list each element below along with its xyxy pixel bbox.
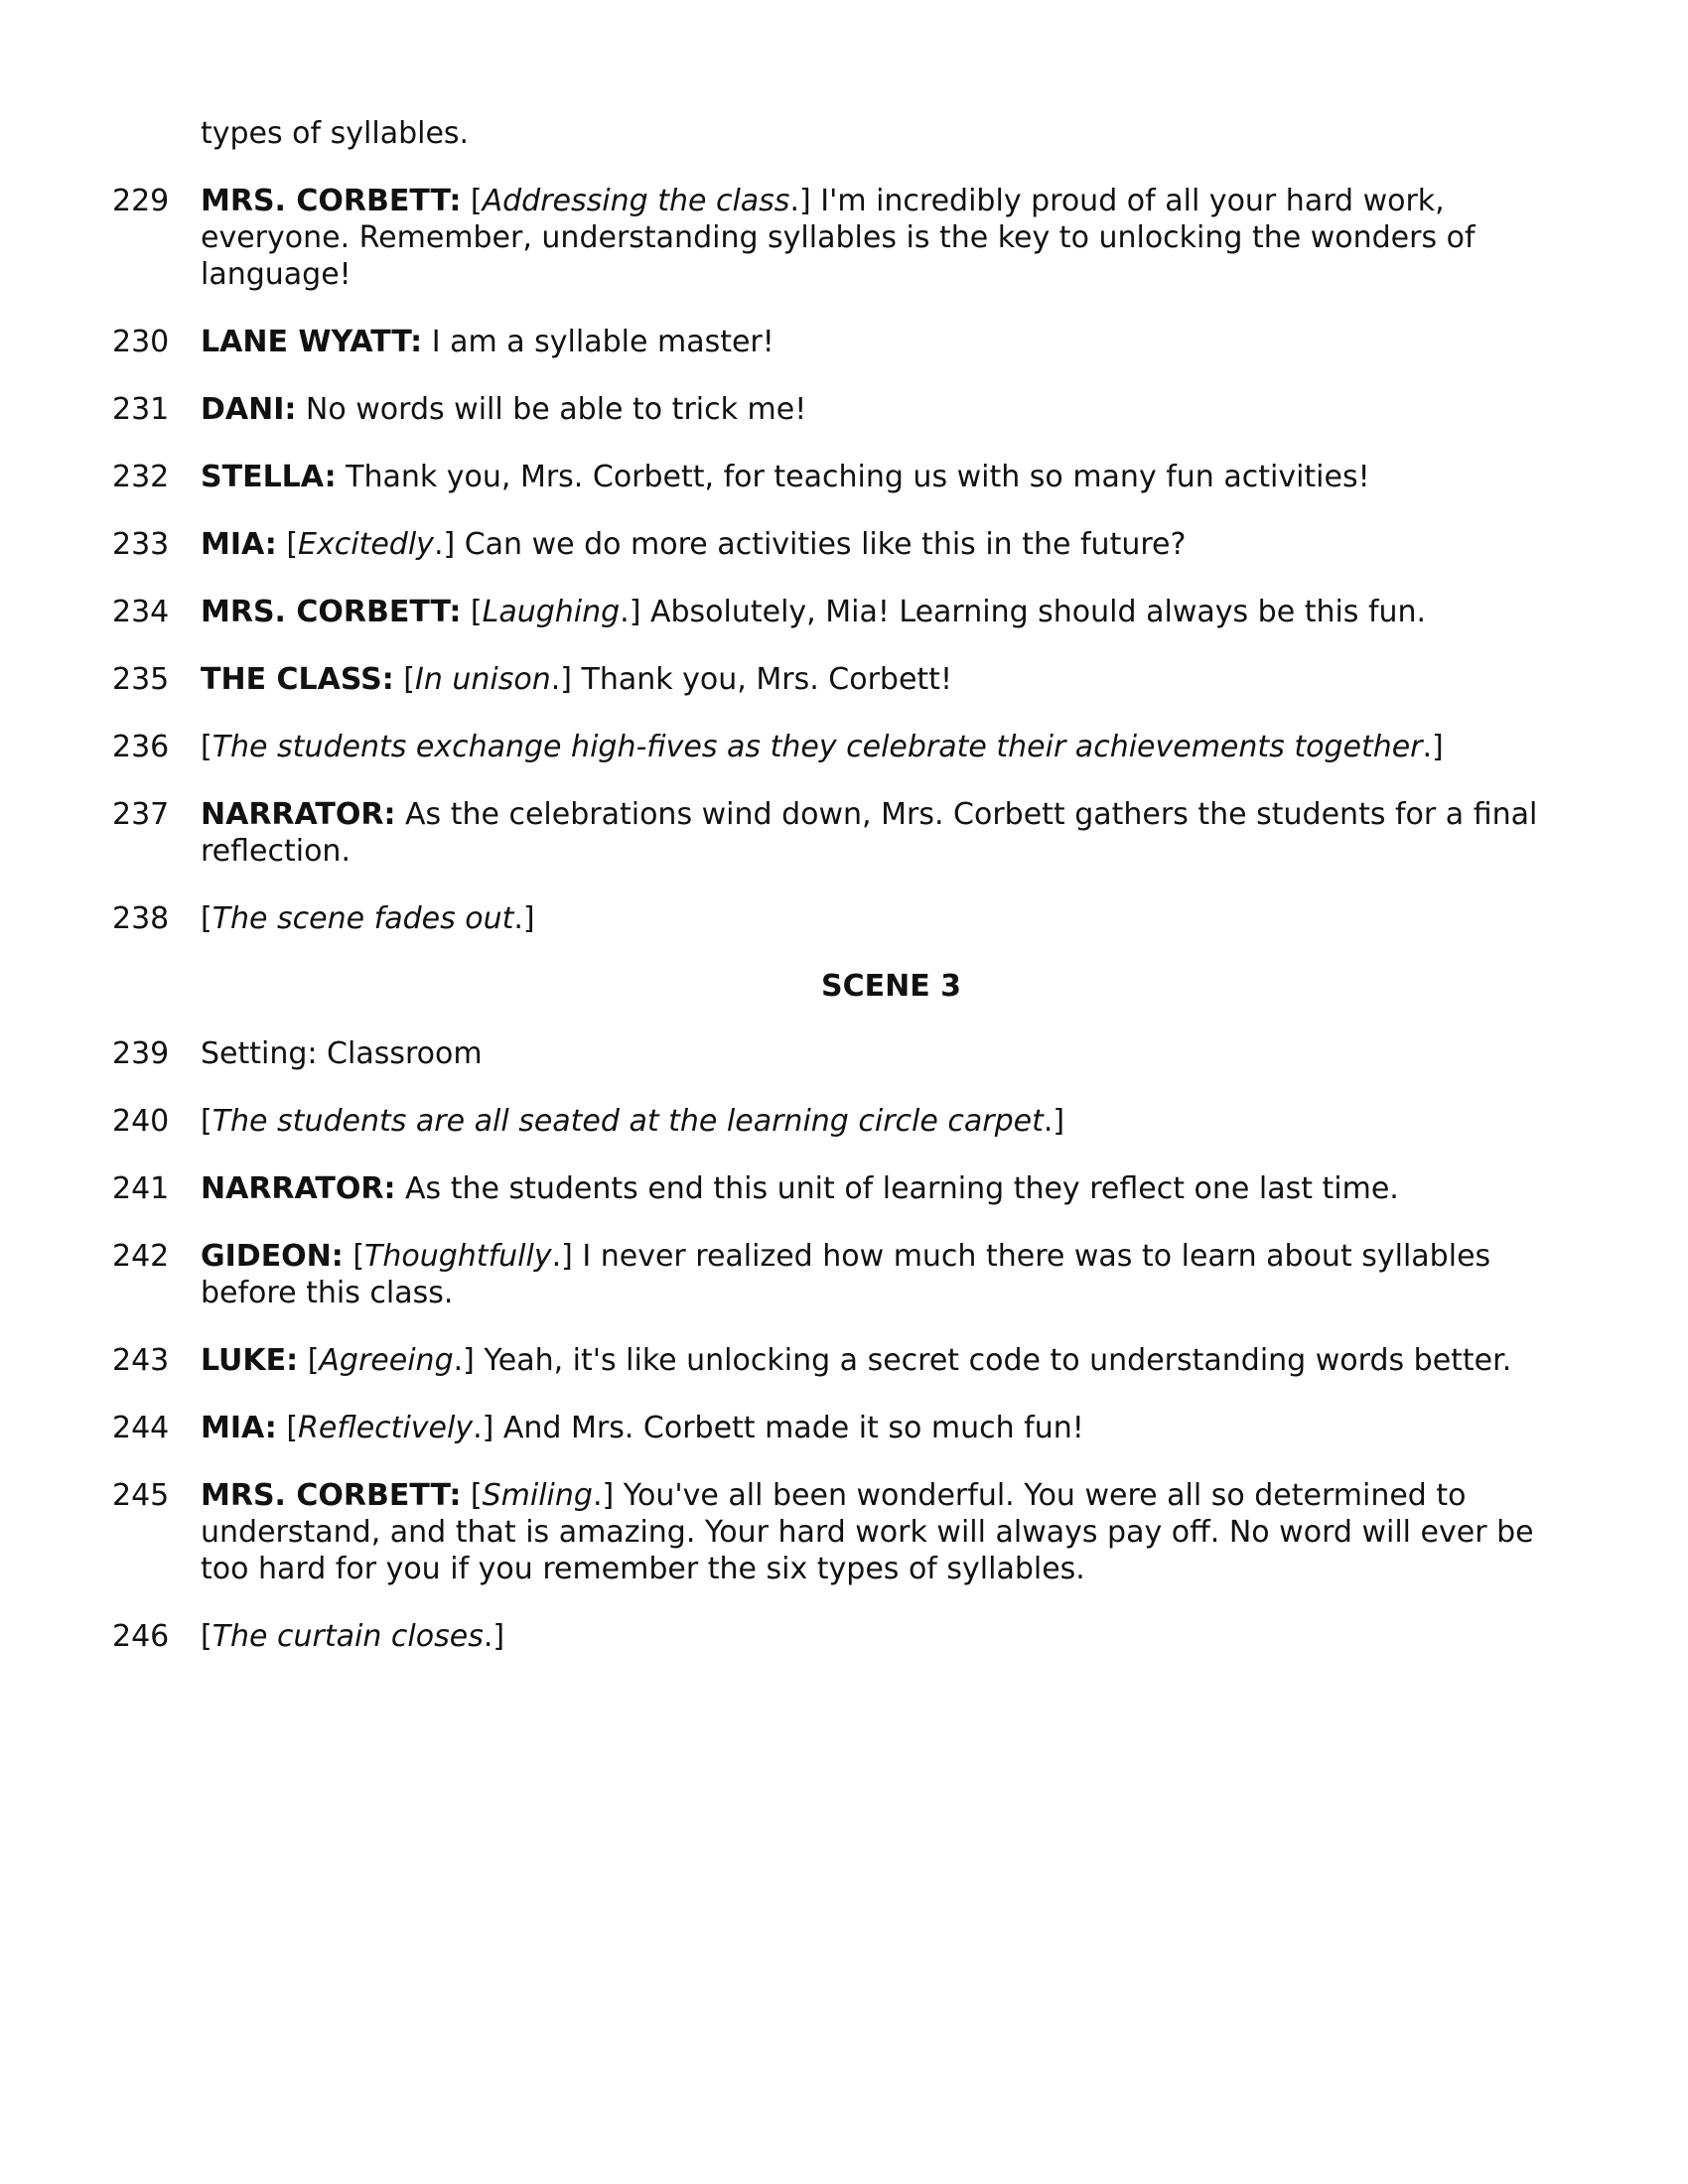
line-text <box>201 391 1582 428</box>
line-text <box>201 1238 1582 1311</box>
line-text-pre: [ <box>201 901 212 936</box>
line-text-pre: [ <box>201 1619 212 1654</box>
scene-heading: SCENE 3 <box>820 969 962 1004</box>
speaker-name: NARRATOR: <box>201 797 396 832</box>
stage-direction: Agreeing <box>319 1343 454 1378</box>
line-text-pre: [ <box>461 184 483 218</box>
line-text-post: .] Yeah, it's like unlocking a secret code to understanding words better. <box>453 1343 1512 1378</box>
line-text <box>201 594 1582 630</box>
line-text <box>201 324 1582 360</box>
script-line <box>112 1238 1582 1311</box>
stage-direction: Thoughtfully <box>364 1239 552 1274</box>
line-text-pre: [ <box>276 527 299 562</box>
continuation-line <box>112 115 1582 152</box>
script-line <box>112 324 1582 360</box>
line-text-pre: [ <box>201 730 212 764</box>
line-number: 233 <box>112 527 170 562</box>
script-lines-after <box>112 1035 1582 1655</box>
script-line <box>112 459 1582 495</box>
line-number: 239 <box>112 1036 170 1071</box>
script-line <box>112 183 1582 293</box>
speaker-name: NARRATOR: <box>201 1171 396 1206</box>
line-text <box>201 183 1582 293</box>
speaker-name: MIA: <box>201 527 277 562</box>
script-line <box>112 1103 1582 1140</box>
line-number: 243 <box>112 1343 170 1378</box>
line-number: 241 <box>112 1171 170 1206</box>
speaker-name: DANI: <box>201 392 297 427</box>
script-line <box>112 391 1582 428</box>
line-text-post: .] <box>1422 730 1444 764</box>
line-text-pre: [ <box>298 1343 320 1378</box>
script-body <box>112 115 1582 1686</box>
line-number: 238 <box>112 901 170 936</box>
line-text-post: .] <box>1043 1104 1065 1139</box>
script-lines-before <box>112 183 1582 937</box>
stage-direction: The students exchange high-fives as they celebrate their achievements together <box>211 730 1423 764</box>
script-line <box>112 1170 1582 1207</box>
line-number: 246 <box>112 1619 170 1654</box>
stage-direction: In unison <box>414 662 551 697</box>
line-text-pre: [ <box>201 1104 212 1139</box>
line-text <box>201 1477 1582 1587</box>
script-line <box>112 1410 1582 1446</box>
line-text <box>201 796 1582 870</box>
speaker-name: MIA: <box>201 1411 277 1445</box>
line-text <box>201 729 1582 765</box>
line-text-pre: I am a syllable master! <box>422 325 774 359</box>
line-text-post: .] Absolutely, Mia! Learning should always be this fun. <box>620 595 1427 629</box>
speaker-name: THE CLASS: <box>201 662 394 697</box>
speaker-name: GIDEON: <box>201 1239 344 1274</box>
line-text-pre: [ <box>393 662 415 697</box>
line-text <box>201 1342 1582 1379</box>
line-number: 235 <box>112 662 170 697</box>
line-text-pre: Setting: Classroom <box>201 1036 483 1071</box>
script-line <box>112 661 1582 698</box>
line-text-pre: [ <box>461 595 483 629</box>
line-text-post: .] <box>483 1619 505 1654</box>
script-line <box>112 729 1582 765</box>
line-text <box>201 661 1582 698</box>
script-line <box>112 1618 1582 1655</box>
line-number: 240 <box>112 1104 170 1139</box>
script-line <box>112 1477 1582 1587</box>
stage-direction: Excitedly <box>298 527 434 562</box>
line-text-post: .] I'm incredibly proud of all your hard work, everyone. Remember, understanding syllables is the key to unlocking the wonders of language! <box>201 184 1476 292</box>
speaker-name: STELLA: <box>201 460 337 494</box>
line-text-post: .] Thank you, Mrs. Corbett! <box>550 662 952 697</box>
script-line <box>112 900 1582 937</box>
script-line <box>112 796 1582 870</box>
line-text <box>201 1035 1582 1072</box>
speaker-name: MRS. CORBETT: <box>201 595 462 629</box>
line-number: 245 <box>112 1478 170 1513</box>
stage-direction: The students are all seated at the learning circle carpet <box>211 1104 1044 1139</box>
line-number: 231 <box>112 392 170 427</box>
speaker-name: MRS. CORBETT: <box>201 1478 462 1513</box>
line-text <box>201 1618 1582 1655</box>
line-text-pre: As the celebrations wind down, Mrs. Corbett gathers the students for a final reflection. <box>201 797 1538 869</box>
line-number: 232 <box>112 460 170 494</box>
line-text-post: .] Can we do more activities like this in the future? <box>433 527 1187 562</box>
line-text-pre: [ <box>276 1411 299 1445</box>
line-text-pre: As the students end this unit of learning they reflect one last time. <box>395 1171 1399 1206</box>
line-number: 230 <box>112 325 170 359</box>
line-number: 244 <box>112 1411 170 1445</box>
stage-direction: Addressing the class <box>482 184 790 218</box>
line-text <box>201 1103 1582 1140</box>
stage-direction: Laughing <box>482 595 621 629</box>
stage-direction: The curtain closes <box>211 1619 484 1654</box>
stage-direction: The scene fades out <box>211 901 514 936</box>
line-text-post: .] You've all been wonderful. You were all so determined to understand, and that is amazing. Your hard work will always pay off. No word will ever be too hard for you if you remember the six types of syllables. <box>201 1478 1534 1586</box>
line-text-post: .] <box>513 901 535 936</box>
line-text-post: .] I never realized how much there was to learn about syllables before this class. <box>201 1239 1491 1310</box>
line-number: 242 <box>112 1239 170 1274</box>
line-number: 237 <box>112 797 170 832</box>
script-line <box>112 1342 1582 1379</box>
line-number: 229 <box>112 184 170 218</box>
script-line <box>112 594 1582 630</box>
line-text <box>201 900 1582 937</box>
line-text <box>201 1410 1582 1446</box>
line-text-pre: [ <box>343 1239 365 1274</box>
line-text <box>201 526 1582 563</box>
script-line <box>112 526 1582 563</box>
line-text-post: .] And Mrs. Corbett made it so much fun! <box>473 1411 1084 1445</box>
line-text-pre: [ <box>461 1478 483 1513</box>
script-line <box>112 1035 1582 1072</box>
continuation-text: types of syllables. <box>201 116 470 151</box>
stage-direction: Reflectively <box>298 1411 474 1445</box>
speaker-name: LANE WYATT: <box>201 325 423 359</box>
line-text <box>201 459 1582 495</box>
speaker-name: MRS. CORBETT: <box>201 184 462 218</box>
speaker-name: LUKE: <box>201 1343 299 1378</box>
line-text-pre: Thank you, Mrs. Corbett, for teaching us with so many fun activities! <box>336 460 1370 494</box>
line-text <box>201 1170 1582 1207</box>
line-number: 234 <box>112 595 170 629</box>
line-text-pre: No words will be able to trick me! <box>296 392 807 427</box>
stage-direction: Smiling <box>482 1478 593 1513</box>
line-number: 236 <box>112 730 170 764</box>
